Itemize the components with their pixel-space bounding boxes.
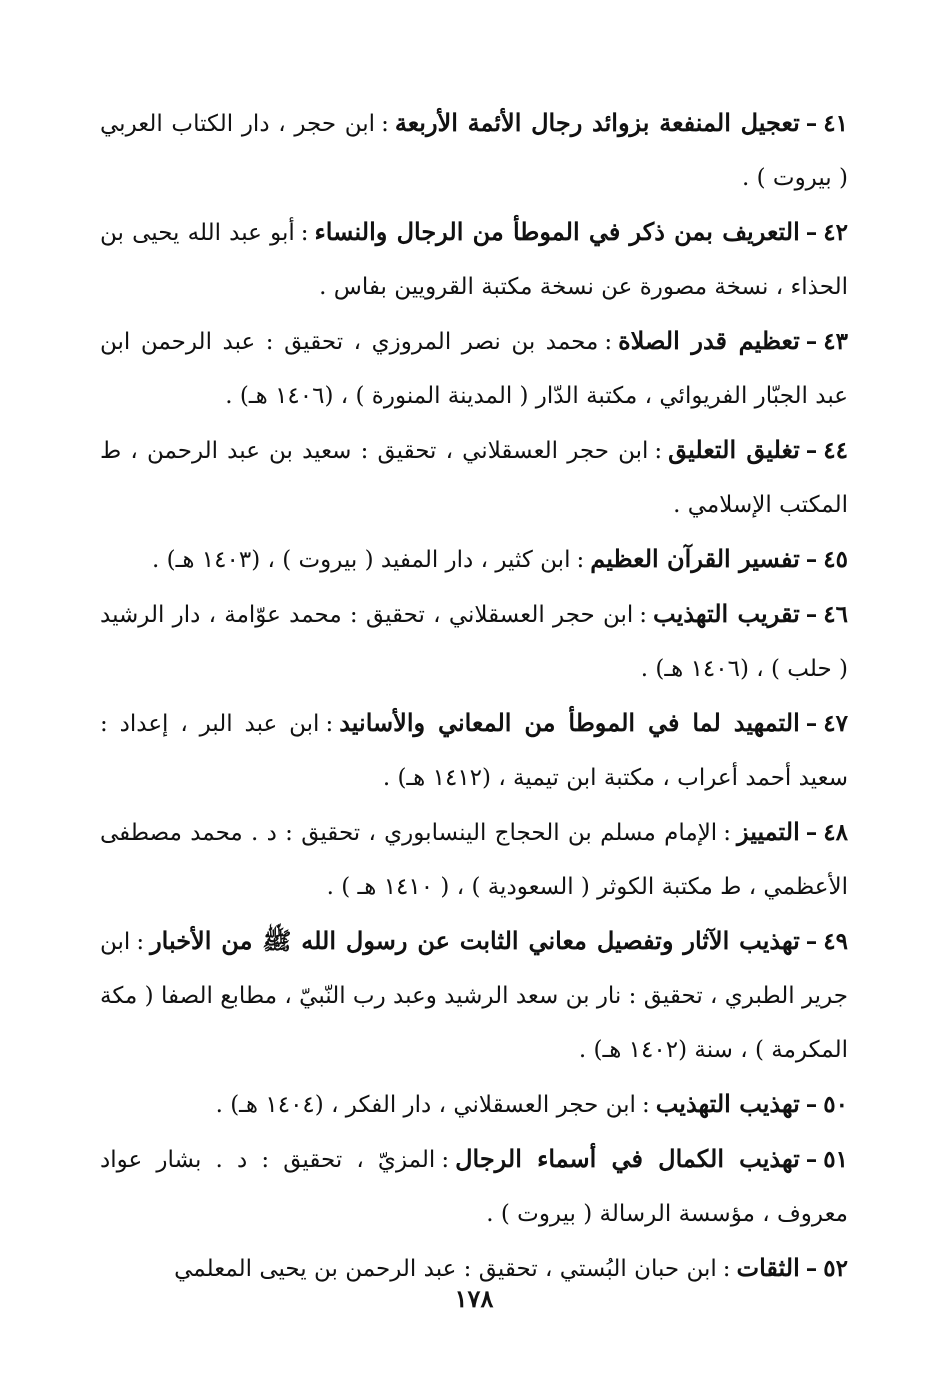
entry-title: التمييز [736,817,800,846]
entry-details: ابن كثير ، دار المفيد ( بيروت ) ، (١٤٠٣ هـ) . [152,547,571,573]
entry-details: الإمام مسلم بن الحجاج الينسابوري ، تحقيق : د . محمد مصطفى الأعظمي ، ط مكتبة الكوثر ( السعودية ) ، ( ١٤١٠ هـ ) . [100,820,848,900]
entry-colon: : [639,602,648,628]
entry-title: تهذيب الآثار وتفصيل معاني الثابت عن رسول الله ﷺ من الأخبار [150,926,800,955]
bibliography-entry [100,314,848,423]
entry-details: ابن حجر العسقلاني ، تحقيق : محمد عوّامة ، دار الرشيد ( حلب ) ، (١٤٠٦ هـ) . [100,602,848,682]
entry-details: ابن حجر العسقلاني ، دار الفكر ، (١٤٠٤ هـ) . [215,1092,636,1118]
entry-number: ٥١ [823,1146,848,1173]
entry-colon: : [604,329,613,355]
entry-colon: : [136,929,145,955]
entry-number: ٤١ [823,110,848,137]
entry-number: ٤٣ [823,328,849,355]
bibliography-entry [100,423,848,532]
entry-dash: – [805,437,818,464]
entry-colon: : [441,1147,450,1173]
entry-dash: – [805,219,818,246]
bibliography-entry [100,1077,848,1132]
entry-dash: – [805,928,818,955]
entry-dash: – [805,1091,818,1118]
entry-title: تقريب التهذيب [653,599,800,628]
entry-number: ٤٥ [823,546,848,573]
entry-details: ابن حجر العسقلاني ، تحقيق : سعيد بن عبد الرحمن ، ط المكتب الإسلامي . [100,438,848,518]
entry-number: ٤٨ [823,819,848,846]
bibliography-entry [100,1132,848,1241]
bibliography-entry [100,587,848,696]
entry-colon: : [723,820,731,846]
entry-details: ابن حجر ، دار الكتاب العربي ( بيروت ) . [100,111,848,191]
bibliography-entry [100,805,848,914]
entry-title: التمهيد لما في الموطأ من المعاني والأسانيد [339,708,800,737]
entry-details: أبو عبد الله يحيى بن الحذاء ، نسخة مصورة عن نسخة مكتبة القرويين بفاس . [100,220,848,300]
entry-details: محمد بن نصر المروزي ، تحقيق : عبد الرحمن ابن عبد الجبّار الفريوائي ، مكتبة الدّار ( المدينة المنورة ) ، (١٤٠٦ هـ) . [100,329,848,409]
entry-dash: – [805,601,818,628]
entry-colon: : [654,438,663,464]
entry-colon: : [300,220,309,246]
bibliography-entry [100,914,848,1077]
entry-dash: – [805,1255,818,1282]
entry-title: تعجيل المنفعة بزوائد رجال الأئمة الأربعة [394,108,800,137]
entry-number: ٤٤ [823,437,848,464]
entry-number: ٤٩ [823,928,848,955]
entry-title: تهذيب الكمال في أسماء الرجال [455,1144,800,1173]
entry-colon: : [722,1256,731,1282]
entry-colon: : [576,547,585,573]
entry-colon: : [641,1092,650,1118]
entry-dash: – [805,328,818,355]
bibliography-entry [100,696,848,805]
bibliography-entry [100,96,848,205]
entry-dash: – [805,546,818,573]
entry-number: ٤٢ [823,219,848,246]
entry-details: ابن حبان البُستي ، تحقيق : عبد الرحمن بن يحيى المعلمي [174,1256,717,1282]
entry-number: ٤٧ [823,710,848,737]
entry-number: ٥٠ [823,1091,848,1118]
entry-number: ٤٦ [823,601,848,628]
entry-title: تفسير القرآن العظيم [590,544,800,573]
entry-title: الثقات [736,1253,800,1282]
entry-details: ابن جرير الطبري ، تحقيق : نار بن سعد الرشيد وعبد رب النّبيّ ، مطابع الصفا ( مكة المكرمة ) ، سنة (١٤٠٢ هـ) . [100,929,848,1063]
bibliography-list [100,96,848,1296]
entry-number: ٥٢ [823,1255,848,1282]
entry-colon: : [325,711,334,737]
bibliography-entry [100,205,848,314]
entry-dash: – [805,819,818,846]
bibliography-entry [100,532,848,587]
entry-dash: – [805,1146,818,1173]
entry-title: تعظيم قدر الصلاة [618,326,800,355]
entry-details: ابن عبد البر ، إعداد : سعيد أحمد أعراب ، مكتبة ابن تيمية ، (١٤١٢ هـ) . [100,711,848,791]
entry-details: المزيّ ، تحقيق : د . بشار عواد معروف ، مؤسسة الرسالة ( بيروت ) . [100,1147,848,1227]
entry-title: التعريف بمن ذكر في الموطأ من الرجال والنساء [314,217,800,246]
entry-colon: : [381,111,389,137]
entry-dash: – [805,110,818,137]
page-number: ١٧٨ [454,1284,494,1313]
entry-title: تغليق التعليق [668,435,800,464]
entry-title: تهذيب التهذيب [655,1089,800,1118]
entry-dash: – [805,710,818,737]
